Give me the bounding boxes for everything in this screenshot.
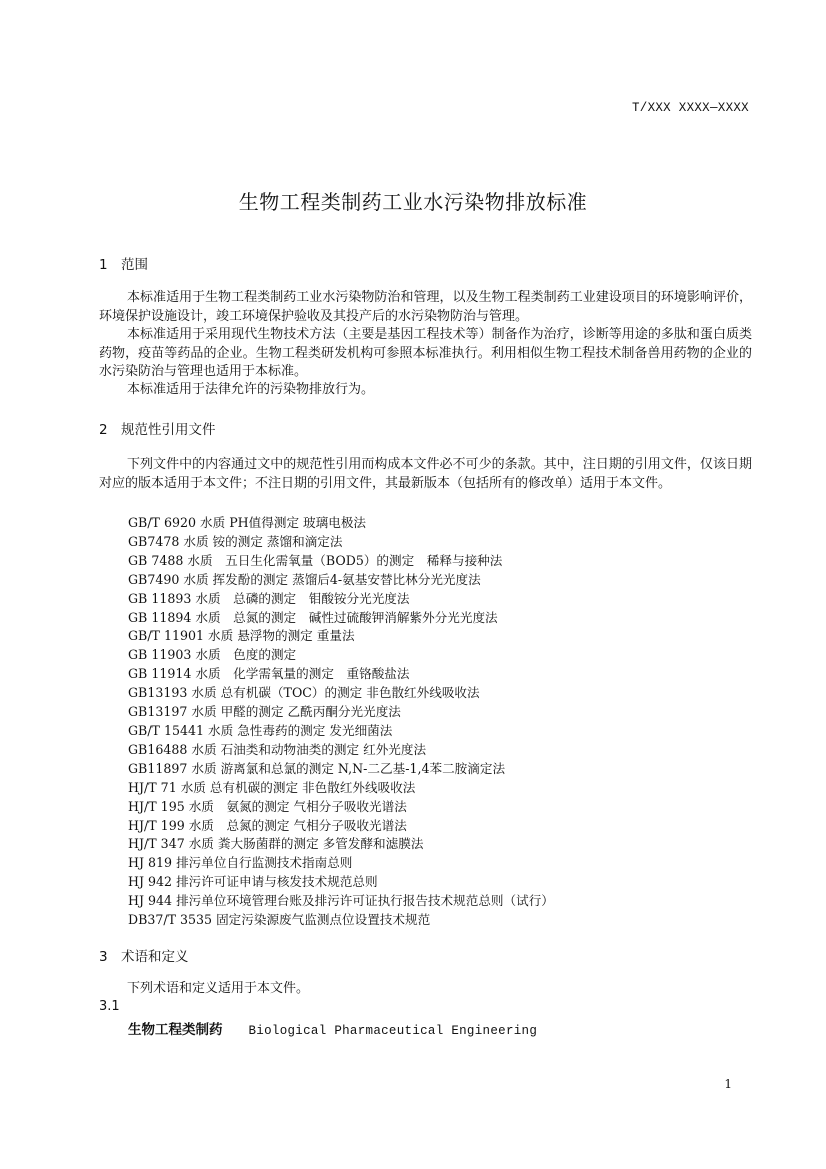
reference-item: HJ/T 199 水质 总氮的测定 气相分子吸收光谱法: [128, 817, 407, 833]
reference-item: GB13193 水质 总有机碳（TOC）的测定 非色散红外线吸收法: [128, 685, 480, 701]
reference-item: GB7490 水质 挥发酚的测定 蒸馏后4-氨基安替比林分光光度法: [128, 571, 481, 587]
section-3-heading: [99, 945, 189, 965]
section-3-number: 3: [99, 949, 108, 965]
reference-item: HJ/T 195 水质 氨氮的测定 气相分子吸收光谱法: [128, 798, 407, 814]
reference-item: GB/T 15441 水质 急性毒药的测定 发光细菌法: [128, 722, 393, 738]
reference-list: [128, 514, 554, 930]
reference-item: GB/T 6920 水质 PH值得测定 玻璃电极法: [128, 515, 367, 530]
reference-item: GB13197 水质 甲醛的测定 乙酰丙酮分光光度法: [128, 704, 401, 720]
term-chinese: 生物工程类制药: [128, 1022, 223, 1038]
terms-intro: 下列术语和定义适用于本文件。: [127, 981, 310, 996]
reference-item: HJ/T 71 水质 总有机碳的测定 非色散红外线吸收法: [128, 779, 416, 795]
reference-item: HJ/T 347 水质 粪大肠菌群的测定 多管发酵和滤膜法: [128, 836, 424, 852]
term-english: Biological Pharmaceutical Engineering: [248, 1024, 538, 1038]
document-title: 生物工程类制药工业水污染物排放标准: [238, 190, 588, 214]
reference-item: GB16488 水质 石油类和动物油类的测定 红外光度法: [128, 741, 427, 757]
term-entry: [128, 1018, 537, 1038]
reference-item: HJ 942 排污许可证申请与核发技术规范总则: [128, 874, 378, 890]
reference-item: HJ 944 排污单位环境管理台账及排污许可证执行报告技术规范总则（试行）: [128, 893, 554, 909]
section-2-heading: [99, 418, 216, 438]
reference-item: GB 11893 水质 总磷的测定 钼酸铵分光光度法: [128, 590, 410, 606]
normative-refs-intro: 下列文件中的内容通过文中的规范性引用而构成本文件必不可少的条款。其中，注日期的引用文件，仅该日期对应的版本适用于本文件；不注日期的引用文件，其最新版本（包括所有的修改单）适用于本文件。: [99, 457, 752, 491]
term-number: 3.1: [99, 999, 120, 1014]
reference-item: GB/T 11901 水质 悬浮物的测定 重量法: [128, 628, 355, 644]
section-2-title: 规范性引用文件: [121, 422, 216, 438]
reference-item: GB 11903 水质 色度的测定: [128, 647, 297, 663]
reference-item: GB 7488 水质 五日生化需氧量（BOD5）的测定 稀释与接种法: [128, 552, 503, 568]
page-number: 1: [724, 1077, 732, 1091]
section-3-title: 术语和定义: [121, 949, 189, 965]
reference-item: GB 11914 水质 化学需氧量的测定 重铬酸盐法: [128, 666, 410, 682]
section-1-number: 1: [99, 257, 108, 273]
scope-paragraph-1: 本标准适用于生物工程类制药工业水污染物防治和管理，以及生物工程类制药工业建设项目的环境影响评价，环境保护设施设计，竣工环境保护验收及其投产后的水污染物防治与管理。: [99, 290, 752, 324]
standard-code: T/XXX XXXX—XXXX: [631, 101, 749, 115]
scope-paragraph-3: 本标准适用于法律允许的污染物排放行为。: [127, 382, 375, 397]
reference-item: GB7478 水质 铵的测定 蒸馏和滴定法: [128, 533, 343, 549]
section-1-heading: [99, 253, 148, 273]
section-2-number: 2: [99, 422, 108, 438]
reference-item: GB11897 水质 游离氯和总氯的测定 N,N-二乙基-1,4苯二胺滴定法: [128, 760, 506, 776]
scope-paragraph-2: 本标准适用于采用现代生物技术方法（主要是基因工程技术等）制备作为治疗，诊断等用途的多肽和蛋白质类药物，疫苗等药品的企业。生物工程类研发机构可参照本标准执行。利用相似生物工程技术制备兽用药物的企业的水污染防治与管理也适用于本标准。: [99, 327, 752, 379]
reference-item: DB37/T 3535 固定污染源废气监测点位设置技术规范: [128, 912, 431, 928]
reference-item: GB 11894 水质 总氮的测定 碱性过硫酸钾消解紫外分光光度法: [128, 609, 498, 625]
reference-item: HJ 819 排污单位自行监测技术指南总则: [128, 855, 353, 871]
section-1-title: 范围: [121, 257, 148, 273]
